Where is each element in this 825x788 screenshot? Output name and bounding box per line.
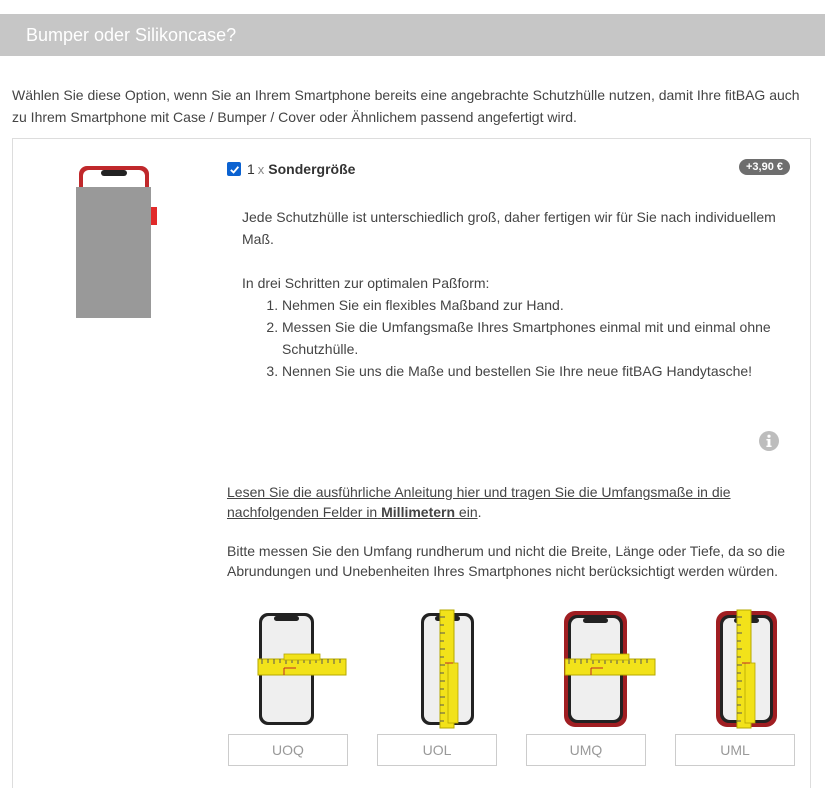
info-icon[interactable] [759, 431, 779, 451]
product-image [75, 165, 161, 319]
uml-input[interactable] [675, 734, 795, 766]
measure-note: Bitte messen Sie den Umfang rundherum und nicht die Breite, Länge oder Tiefe, da so die Abrundungen und Unebenheiten Ihres Smartphones nicht berücksichtigt werden würden. [227, 543, 786, 579]
description-paragraph: Jede Schutzhülle ist unterschiedlich groß, daher fertigen wir für Sie nach individuellem Maß. [242, 209, 776, 247]
step-item: 2. Messen Sie die Umfangsmaße Ihres Smartphones einmal mit und einmal ohne Schutzhülle. [282, 316, 782, 360]
guide-unit: Millimetern [381, 504, 456, 520]
guide-link-end: ein [458, 504, 478, 520]
option-card [12, 138, 811, 788]
intro-text: Wählen Sie diese Option, wenn Sie an Ihrem Smartphone bereits eine angebrachte Schutzhülle nutzen, damit Ihre fitBAG auch zu Ihrem Smartphone mit Case / Bumper / Cover oder Ähnlichem passend angefertigt wird. [12, 87, 800, 125]
option-checkbox[interactable] [227, 162, 241, 176]
measurement-illustrations [13, 609, 812, 734]
checkmark-icon [229, 164, 240, 175]
guide-period: . [477, 504, 482, 520]
guide-text [227, 482, 797, 522]
phone-illustration-umq [537, 609, 657, 734]
guide-link-text: Lesen Sie die ausführliche Anleitung hier und tragen Sie die Umfangsmaße in die nachfolgenden Felder in [227, 484, 731, 520]
step-item: 3. Nennen Sie uns die Maße und bestellen Sie Ihre neue fitBAG Handytasche! [282, 360, 782, 382]
step-item: 1. Nehmen Sie ein flexibles Maßband zur Hand. [282, 294, 782, 316]
steps-intro: In drei Schritten zur optimalen Paßform: [242, 275, 490, 291]
phone-notch [101, 170, 127, 176]
option-quantity: 1 [247, 161, 255, 177]
uoq-input[interactable] [228, 734, 348, 766]
umq-input[interactable] [526, 734, 646, 766]
option-row[interactable] [227, 161, 355, 177]
phone-illustration-uoq [228, 609, 348, 734]
section-header [0, 14, 825, 56]
price-badge: +3,90 € [739, 159, 790, 175]
uol-input[interactable] [377, 734, 497, 766]
steps-list [242, 294, 782, 382]
quantity-separator: x [257, 161, 265, 177]
phone-illustration-uol [388, 609, 508, 734]
pouch-body [76, 187, 151, 318]
option-name: Sondergröße [268, 161, 356, 177]
option-description [242, 206, 782, 382]
section-title: Bumper oder Silikoncase? [26, 25, 237, 45]
phone-illustration-uml [687, 609, 807, 734]
